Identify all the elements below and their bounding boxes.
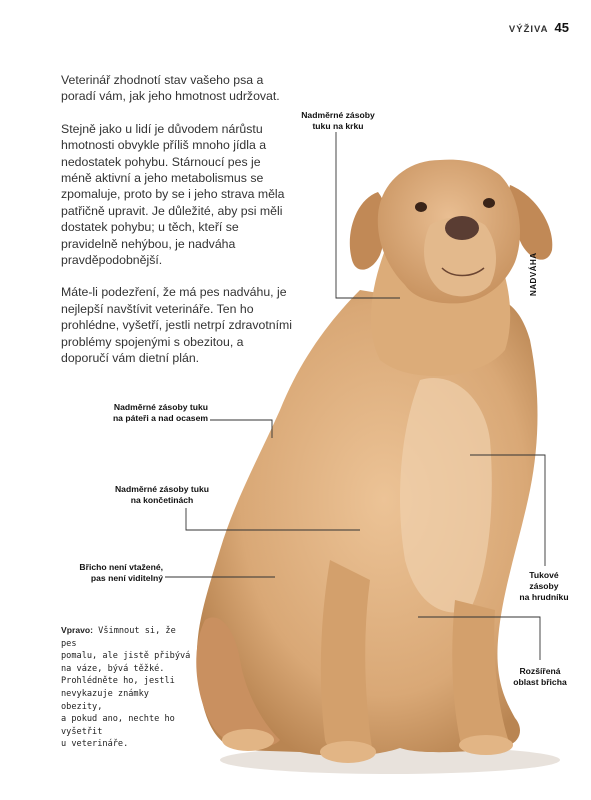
- intro-paragraph-2: Stejně jako u lidí je důvodem nárůstu hmotnosti obvykle příliš mnoho jídla a nedostatek pohybu. Stárnoucí pes je méně aktivní a jeho metabolismus se zpomaluje, proto by se i jeho strava měla patřičně upravit. Je důležité, aby psi měli dostatek pohybu; u těch, kteří se pravidelně nehýbou, je nadváha pravděpodobnější.: [61, 121, 285, 268]
- label-chest-fat: [510, 570, 578, 603]
- dog-eye-right: [483, 198, 495, 208]
- label-limb-fat: [110, 484, 214, 506]
- label-neck-line-1: Nadměrné zásoby: [301, 110, 375, 120]
- caption-line-2: pomalu, ale jistě přibývá: [61, 651, 191, 662]
- label-chest-line-1: Tukové: [529, 570, 559, 580]
- label-abdomen-line-2: oblast břicha: [513, 677, 567, 687]
- section-title: VÝŽIVA: [508, 24, 549, 35]
- vertical-label-overweight: NADVÁHA: [529, 252, 538, 296]
- dog-paw-back: [222, 729, 274, 751]
- caption-line-1-text: Všimnout si, že pes: [61, 626, 176, 649]
- callout-line-spine: [210, 420, 272, 438]
- label-chest-line-3: na hrudníku: [519, 592, 569, 602]
- label-abdomen-line-1: Rozšířená: [519, 666, 561, 676]
- intro-paragraph-3: Máte-li podezření, že má pes nadváhu, je nejlepší navštívit veterináře. Ten ho prohlédne, vyšetří, jestli netrpí zdravotními problémy spojenými s obezitou, a doporučí vám dietní plán.: [61, 285, 293, 366]
- label-neck-line-2: tuku na krku: [312, 121, 364, 131]
- caption-line-3: na váze, bývá těžké.: [61, 663, 165, 674]
- page-number: 45: [554, 20, 569, 35]
- caption-head: Vpravo:: [61, 625, 93, 635]
- dog-chest-highlight: [400, 378, 492, 612]
- label-spine-line-2: na páteři a nad ocasem: [112, 413, 208, 423]
- caption-line-7: u veterináře.: [61, 739, 129, 750]
- photo-caption: [61, 624, 191, 751]
- dog-eye-left: [415, 202, 427, 212]
- label-neck-fat: [296, 110, 380, 132]
- dog-paw-right: [459, 735, 513, 755]
- caption-line-6: a pokud ano, nechte ho vyšetřit: [61, 714, 175, 737]
- label-chest-line-2: zásoby: [529, 581, 559, 591]
- label-limbs-line-1: Nadměrné zásoby tuku: [114, 484, 210, 494]
- dog-front-leg-right: [452, 600, 510, 753]
- dog-paw-left: [320, 741, 376, 763]
- dog-front-leg-left: [321, 560, 372, 758]
- label-belly-line-2: pas není viditelný: [90, 573, 163, 583]
- caption-line-5: nevykazuje známky obezity,: [61, 688, 149, 712]
- label-spine-fat: [100, 402, 208, 424]
- caption-line-1: [61, 624, 191, 650]
- label-belly-line-1: Břicho není vtažené,: [79, 562, 163, 572]
- label-belly: [60, 562, 163, 584]
- caption-line-4: Prohlédněte ho, jestli: [61, 676, 175, 687]
- label-limbs-line-2: na končetinách: [130, 495, 194, 505]
- dog-nose: [445, 216, 479, 240]
- label-abdomen: [508, 666, 572, 688]
- label-spine-line-1: Nadměrné zásoby tuku: [113, 402, 208, 412]
- intro-paragraph-1: Veterinář zhodnotí stav vašeho psa a poradí vám, jak jeho hmotnost udržovat.: [61, 73, 280, 104]
